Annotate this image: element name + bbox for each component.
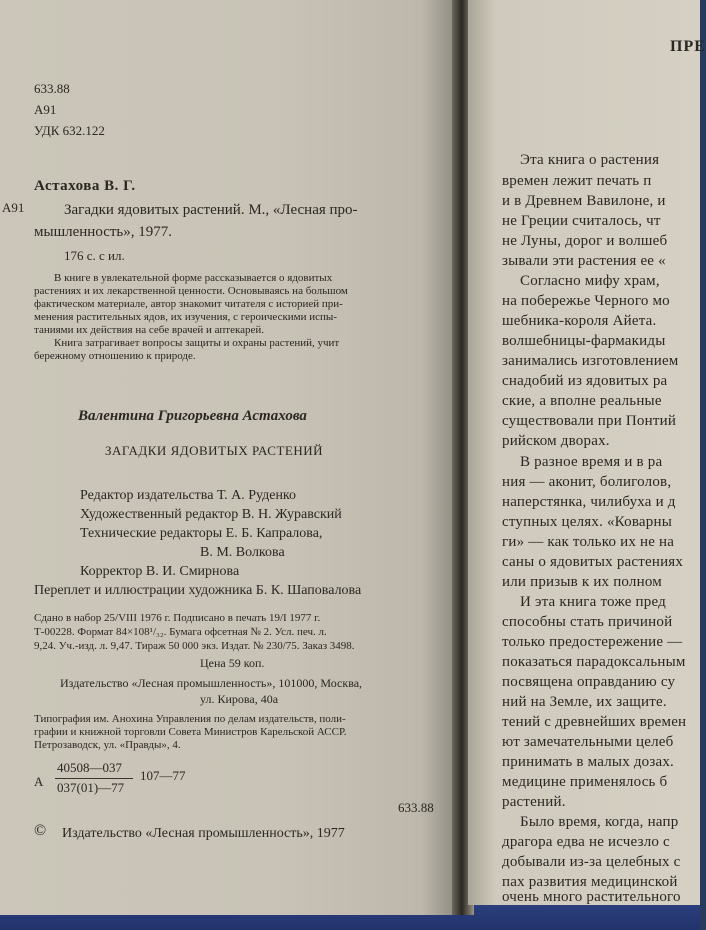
body-line: времен лежит печать п — [502, 173, 652, 189]
annotation-line: В книге в увлекательной форме рассказывается о ядовитых — [54, 272, 333, 284]
body-line: волшебницы-фармакиды — [502, 333, 666, 349]
body-line: ния — аконит, болиголов, — [502, 474, 672, 490]
index-right-code: 633.88 — [398, 800, 434, 815]
body-line: Было время, когда, напр — [520, 814, 679, 830]
body-line: посвящена оправданию су — [502, 674, 676, 690]
body-line: ют замечательными целеб — [502, 734, 674, 750]
body-line: тений с древнейших времен — [502, 714, 687, 730]
body-line: Согласно мифу храм, — [520, 273, 660, 289]
body-line: или призыв к их полном — [502, 574, 662, 590]
body-line: ские, а вполне реальные — [502, 393, 662, 409]
body-line: ний на Земле, их защите. — [502, 694, 667, 710]
page-count: 176 с. с ил. — [64, 248, 125, 263]
credit-line: Редактор издательства Т. А. Руденко — [80, 488, 297, 503]
body-line: на побережье Черного мо — [502, 293, 670, 309]
margin-code: А91 — [2, 200, 25, 215]
body-line: очень много растительного — [502, 889, 681, 905]
body-line: саны о ядовитых растениях — [502, 554, 684, 570]
printer-line: Типография им. Анохина Управления по делам издательств, поли- — [34, 713, 346, 725]
index-tail: 107—77 — [140, 768, 186, 783]
body-line: пах развития медицинской — [502, 874, 678, 890]
imprint-line: Т-00228. Формат 84×108¹/₃₂. Бумага офсетная № 2. Усл. печ. л. — [34, 626, 327, 638]
body-line: снадобий из ядовитых ра — [502, 373, 668, 389]
body-line: зывали эти растения ее « — [502, 253, 666, 269]
body-line: драгора едва не исчезло с — [502, 834, 670, 850]
right-page — [468, 0, 706, 905]
credit-line: Переплет и иллюстрации художника Б. К. Шаповалова — [34, 583, 362, 598]
annotation-line: фактическом материале, автор знакомит читателя с историей при- — [34, 298, 343, 310]
body-line: медицине применялось б — [502, 774, 668, 790]
body-line: растений. — [502, 794, 566, 810]
body-line: принимать в малых дозах. — [502, 754, 675, 770]
annotation-line: растениях и их лекарственной ценности. Основываясь на большом — [34, 285, 348, 297]
body-line: В разное время и в ра — [520, 454, 663, 470]
imprint-line: 9,24. Уч.-изд. л. 9,47. Тираж 50 000 экз. Издат. № 230/75. Заказ 3498. — [34, 640, 355, 652]
body-line: ги» — как только их не на — [502, 534, 675, 550]
index-letter: А — [34, 774, 44, 789]
credit-line: В. М. Волкова — [200, 545, 285, 560]
body-line: ступных целях. «Коварны — [502, 514, 672, 530]
copyright-text: Издательство «Лесная промышленность», 1977 — [62, 826, 345, 841]
body-line: наперстянка, чилибуха и д — [502, 494, 676, 510]
copyright-icon: © — [34, 822, 47, 839]
index-denominator: 037(01)—77 — [57, 780, 125, 795]
price: Цена 59 коп. — [200, 656, 265, 670]
publisher-line: ул. Кирова, 40а — [200, 692, 279, 706]
library-code: 633.88 — [34, 81, 70, 96]
body-line: способны стать причиной — [502, 614, 673, 630]
publisher-line: Издательство «Лесная промышленность», 101000, Москва, — [60, 676, 363, 690]
chapter-heading: ПРЕ — [670, 38, 706, 55]
annotation-line: менения растительных ядов, их изучения, с героическими испы- — [34, 311, 337, 323]
body-line: занимались изготовлением — [502, 353, 679, 369]
printer-line: графии и книжной торговли Совета Министров Карельской АССР. — [34, 726, 347, 738]
credit-line: Технические редакторы Е. Б. Капралова, — [80, 526, 323, 541]
credit-line: Корректор В. И. Смирнова — [80, 564, 240, 579]
fraction-rule — [55, 778, 133, 779]
body-line: И эта книга тоже пред — [520, 594, 666, 610]
body-line: добывали из-за целебных с — [502, 854, 681, 870]
body-line: не Луны, дорог и волшеб — [502, 233, 668, 249]
catalog-title-line1: Загадки ядовитых растений. М., «Лесная про- — [64, 202, 358, 218]
body-line: и в Древнем Вавилоне, и — [502, 193, 666, 209]
body-line: показаться парадоксальным — [502, 654, 686, 670]
index-numerator: 40508—037 — [57, 760, 122, 775]
annotation-line: Книга затрагивает вопросы защиты и охраны растений, учит — [54, 337, 340, 349]
catalog-title-line2: мышленность», 1977. — [34, 224, 172, 240]
book-title: ЗАГАДКИ ЯДОВИТЫХ РАСТЕНИЙ — [105, 443, 323, 458]
author-full-name: Валентина Григорьевна Астахова — [78, 408, 307, 424]
annotation-line: таниями их действия на себе врачей и аптекарей. — [34, 324, 265, 336]
udk-code: УДК 632.122 — [34, 123, 105, 138]
body-line: существовали при Понтий — [502, 413, 677, 429]
body-line: шебника-короля Айета. — [502, 313, 657, 329]
body-line: Эта книга о растения — [520, 152, 660, 168]
body-line: не Греции считалось, чт — [502, 213, 661, 229]
body-line: рийском дворах. — [502, 433, 610, 449]
imprint-line: Сдано в набор 25/VIII 1976 г. Подписано в печать 19/I 1977 г. — [34, 612, 321, 624]
author-mark: А91 — [34, 102, 57, 117]
author-name: Астахова В. Г. — [34, 178, 136, 194]
annotation-line: бережному отношению к природе. — [34, 350, 196, 362]
credit-line: Художественный редактор В. Н. Журавский — [80, 507, 342, 522]
body-line: только предостережение — — [502, 634, 683, 650]
printer-line: Петрозаводск, ул. «Правды», 4. — [34, 739, 181, 751]
